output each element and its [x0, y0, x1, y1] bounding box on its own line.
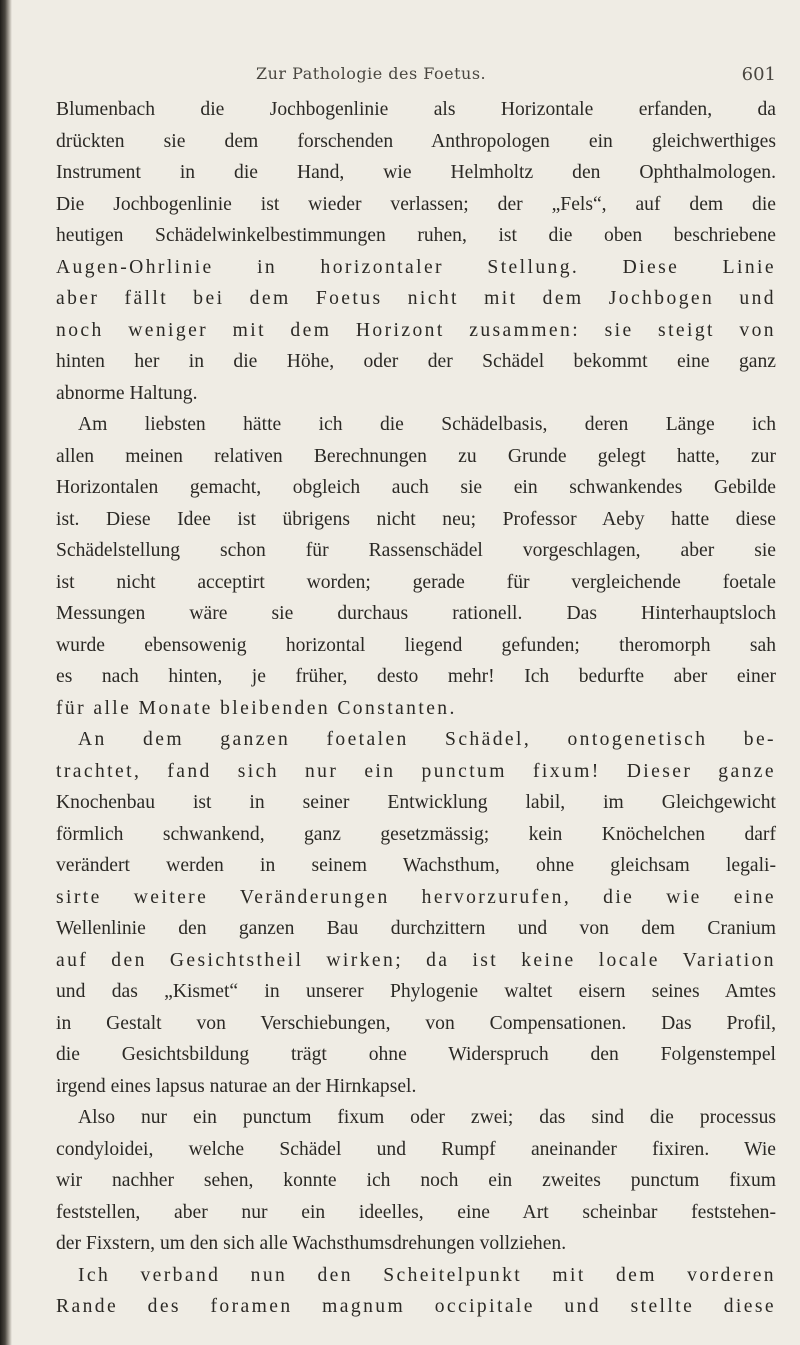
body-text	[56, 94, 776, 1323]
text-line: Schädelstellung schon für Rassenschädel vorgeschlagen, aber sie	[56, 540, 776, 561]
text-line: wir nachher sehen, konnte ich noch ein zweites punctum fixum	[56, 1170, 776, 1191]
text-line: und das „Kismet“ in unserer Phylogenie waltet eisern seines Amtes	[56, 981, 776, 1002]
text-line: ist nicht acceptirt worden; gerade für vergleichende foetale	[56, 571, 776, 593]
text-line: in Gestalt von Verschiebungen, von Compensationen. Das Profil,	[56, 1012, 776, 1034]
text-line: die Gesichtsbildung trägt ohne Widerspruch den Folgenstempel	[56, 1044, 776, 1065]
text-line: condyloidei, welche Schädel und Rumpf aneinander fixiren. Wie	[56, 1138, 776, 1160]
text-line: Horizontalen gemacht, obgleich auch sie ein schwankendes Gebilde	[56, 477, 776, 498]
text-line: Wellenlinie den ganzen Bau durchzittern und von dem Cranium	[56, 918, 776, 939]
book-page	[56, 64, 776, 1323]
text-line: drückten sie dem forschenden Anthropologen ein gleichwerthiges	[56, 130, 776, 152]
text-line: förmlich schwankend, ganz gesetzmässig; kein Knöchelchen darf	[56, 823, 776, 845]
text-line: Instrument in die Hand, wie Helmholtz den Ophthalmologen.	[56, 162, 776, 183]
text-line: Blumenbach die Jochbogenlinie als Horizontale erfanden, da	[56, 99, 776, 120]
running-head	[56, 64, 776, 94]
text-line: Rande des foramen magnum occipitale und stellte diese	[56, 1296, 776, 1317]
text-line: ist. Diese Idee ist übrigens nicht neu; Professor Aeby hatte diese	[56, 508, 776, 530]
text-line: Am liebsten hätte ich die Schädelbasis, deren Länge ich	[78, 414, 776, 435]
text-line: auf den Gesichtstheil wirken; da ist keine locale Variation	[56, 949, 776, 971]
text-line: abnorme Haltung.	[56, 382, 198, 404]
text-line: verändert werden in seinem Wachsthum, ohne gleichsam legali-	[56, 855, 776, 876]
paragraph-4	[56, 1102, 776, 1260]
text-line: Augen-Ohrlinie in horizontaler Stellung. Diese Linie	[56, 256, 776, 278]
text-line: allen meinen relativen Berechnungen zu Grunde gelegt hatte, zur	[56, 445, 776, 467]
running-title: Zur Pathologie des Foetus.	[256, 64, 487, 83]
text-line: irgend eines lapsus naturae an der Hirnkapsel.	[56, 1075, 417, 1097]
text-line: trachtet, fand sich nur ein punctum fixum! Dieser ganze	[56, 760, 776, 782]
text-line: feststellen, aber nur ein ideelles, eine Art scheinbar feststehen-	[56, 1201, 776, 1223]
paragraph-5	[56, 1260, 776, 1323]
text-line: Die Jochbogenlinie ist wieder verlassen; der „Fels“, auf dem die	[56, 193, 776, 215]
text-line: Messungen wäre sie durchaus rationell. Das Hinterhauptsloch	[56, 603, 776, 624]
paragraph-2	[56, 409, 776, 724]
paragraph-1	[56, 94, 776, 409]
text-line: es nach hinten, je früher, desto mehr! Ich bedurfte aber einer	[56, 666, 776, 687]
paragraph-3	[56, 724, 776, 1102]
page-number: 601	[741, 64, 776, 85]
text-line: der Fixstern, um den sich alle Wachsthumsdrehungen vollziehen.	[56, 1233, 567, 1254]
text-line: sirte weitere Veränderungen hervorzurufen, die wie eine	[56, 886, 776, 908]
text-line: Also nur ein punctum fixum oder zwei; das sind die processus	[78, 1107, 776, 1128]
text-line: noch weniger mit dem Horizont zusammen: sie steigt von	[56, 319, 776, 341]
book-binding-edge	[0, 0, 12, 1345]
text-line: Knochenbau ist in seiner Entwicklung labil, im Gleichgewicht	[56, 792, 776, 813]
text-line: An dem ganzen foetalen Schädel, ontogenetisch be-	[78, 729, 776, 750]
text-line: aber fällt bei dem Foetus nicht mit dem Jochbogen und	[56, 288, 776, 309]
text-line: wurde ebensowenig horizontal liegend gefunden; theromorph sah	[56, 634, 776, 656]
text-line: hinten her in die Höhe, oder der Schädel bekommt eine ganz	[56, 351, 776, 372]
text-line: Ich verband nun den Scheitelpunkt mit dem vorderen	[78, 1264, 776, 1286]
text-line: für alle Monate bleibenden Constanten.	[56, 697, 457, 719]
text-line: heutigen Schädelwinkelbestimmungen ruhen, ist die oben beschriebene	[56, 225, 776, 246]
